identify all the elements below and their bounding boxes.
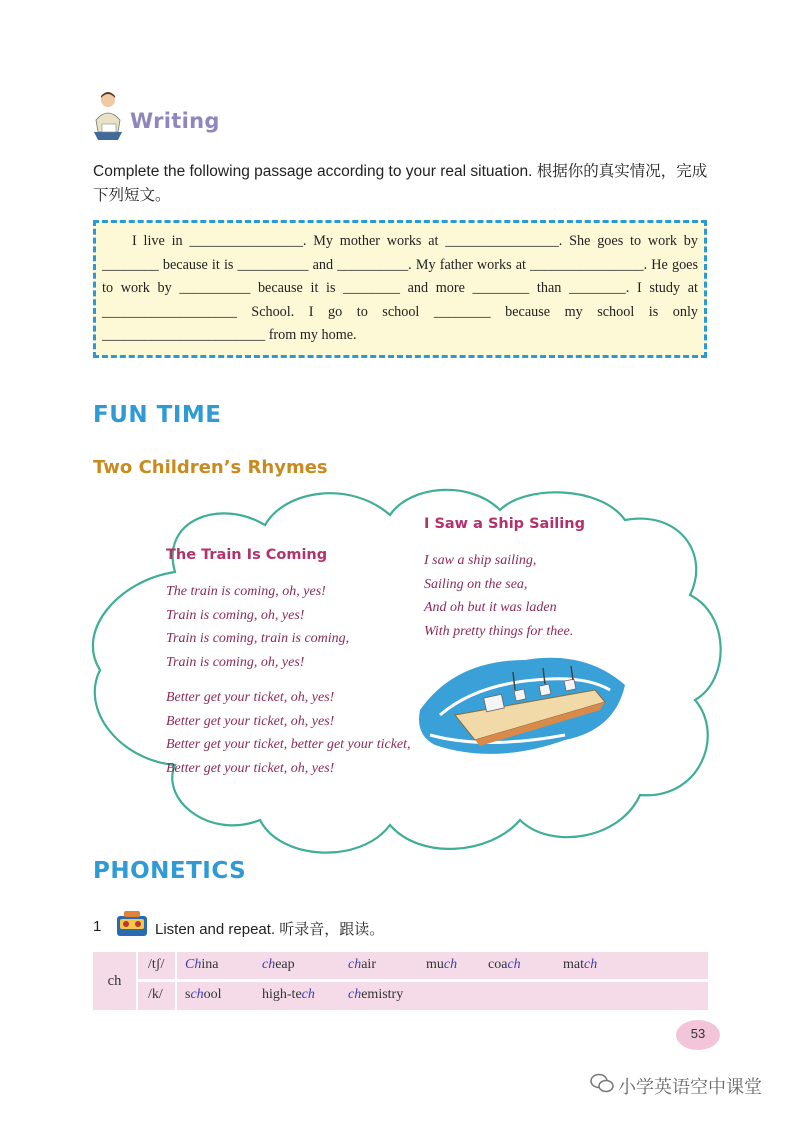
watermark-text: 小学英语空中课堂: [618, 1077, 762, 1098]
phonics-row-2: [138, 982, 708, 1010]
train-rhyme-title: The Train Is Coming: [166, 547, 328, 563]
rhyme-line: And oh but it was laden: [424, 600, 557, 615]
writing-title: Writing: [130, 109, 220, 133]
word-chemistry: chemistry: [348, 987, 404, 1002]
rhyme-line: With pretty things for thee.: [424, 623, 574, 639]
rhyme-line: Sailing on the sea,: [424, 576, 528, 592]
rhyme-line: Better get your ticket, oh, yes!: [166, 760, 335, 776]
rhyme-line: The train is coming, oh, yes!: [166, 584, 326, 599]
word-school: school: [185, 987, 222, 1002]
letter-cell: ch: [93, 952, 136, 1010]
word-china: China: [185, 957, 219, 972]
rhyme-line: Better get your ticket, oh, yes!: [166, 690, 335, 705]
writing-instruction: Complete the following passage according to your real situation. 根据你的真实情况，完成下列短文。: [93, 163, 708, 204]
word-cheap: cheap: [262, 957, 295, 972]
rhyme-line: Train is coming, train is coming,: [166, 631, 350, 646]
rhyme-line: Better get your ticket, better get your ticket,: [166, 737, 411, 752]
rhyme-line: Train is coming, oh, yes!: [166, 654, 305, 670]
exercise-number: 1: [93, 918, 102, 935]
ship-rhyme-title: I Saw a Ship Sailing: [424, 516, 585, 532]
word-much: much: [426, 957, 458, 972]
word-coach: coach: [488, 957, 521, 972]
exercise-instruction: Listen and repeat. 听录音，跟读。: [155, 921, 385, 938]
rhymes-subtitle: Two Children’s Rhymes: [93, 457, 328, 478]
phonics-table: [93, 952, 708, 1010]
phonics-row-1: [138, 952, 708, 979]
phonetic-symbol: /k/: [148, 987, 163, 1002]
phonetic-symbol: /tʃ/: [148, 957, 165, 972]
cassette-player-icon[interactable]: [116, 910, 148, 938]
page-number: 53: [690, 1026, 706, 1041]
ship-stanza: [424, 549, 573, 643]
rhyme-line: Better get your ticket, oh, yes!: [166, 713, 335, 729]
word-chair: chair: [348, 957, 376, 972]
ship-illustration: [415, 640, 635, 770]
phonetics-heading: PHONETICS: [93, 858, 247, 884]
word-match: match: [563, 957, 598, 972]
rhyme-line: I saw a ship sailing,: [424, 553, 537, 568]
train-stanza-2: [166, 686, 411, 780]
word-high-tech: high-tech: [262, 987, 315, 1002]
fun-time-heading: FUN TIME: [93, 402, 222, 428]
rhyme-line: Train is coming, oh, yes!: [166, 607, 305, 623]
boy-writing-illustration: [88, 90, 128, 142]
train-stanza-1: [166, 580, 349, 674]
fill-in-passage: I live in ________________. My mother works at ________________. She goes to work by ________ because it is __________ and __________. My father works at ________________. He goes to work by __________ because it is ________ and more ________ than ________. I study at ___________________ School. I go to school ________ because my school is only _______________________ from my home.: [102, 233, 698, 344]
wechat-icon: [590, 1072, 614, 1094]
